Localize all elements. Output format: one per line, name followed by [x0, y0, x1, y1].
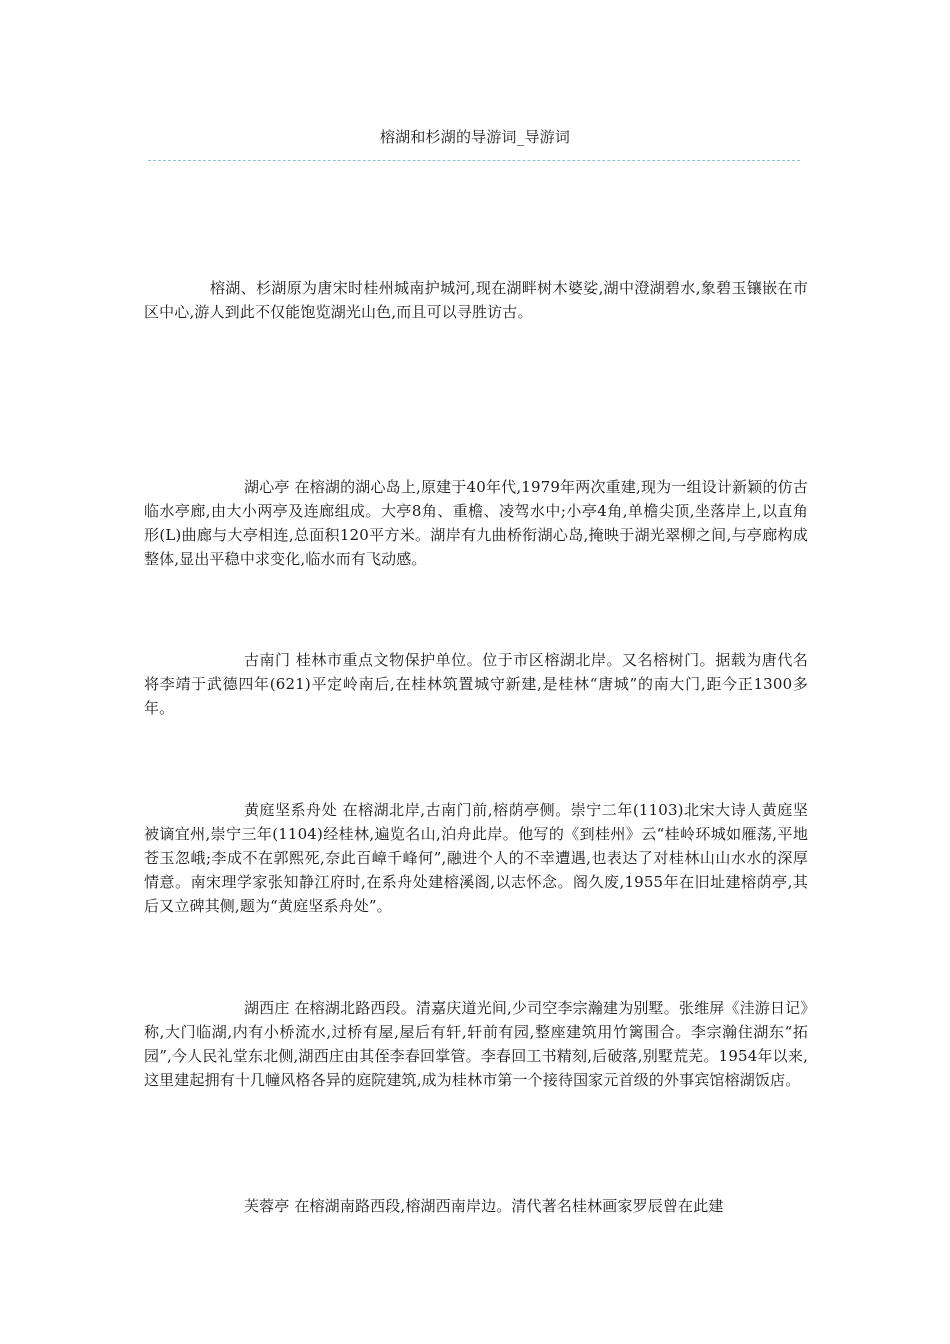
paragraph-intro: 榕湖、杉湖原为唐宋时桂州城南护城河,现在湖畔树木婆娑,湖中澄湖碧水,象碧玉镶嵌在市区中心,游人到此不仅能饱览湖光山色,而且可以寻胜访古。 [144, 279, 808, 321]
paragraph-huangtingjian: 黄庭坚系舟处 在榕湖北岸,古南门前,榕荫亭侧。崇宁二年(1103)北宋大诗人黄庭坚被谪宜州,崇宁三年(1104)经桂林,遍览名山,泊舟此岸。他写的《到桂州》云“桂岭环城如雁荡,平地苍玉忽峨;李成不在郭熙死,奈此百嶂千峰何”,融进个人的不幸遭遇,也表达了对桂林山山水水的深厚情意。南宋理学家张知静江府时,在系舟处建榕溪阁,以志怀念。阁久废,1955年在旧址建榕荫亭,其后又立碑其侧,题为“黄庭坚系舟处”。 [144, 801, 808, 915]
paragraph-furongting: 芙蓉亭 在榕湖南路西段,榕湖西南岸边。清代著名桂林画家罗辰曾在此建 [244, 1197, 724, 1215]
title-divider [148, 160, 800, 161]
paragraph-huxizhuang: 湖西庄 在榕湖北路西段。清嘉庆道光间,少司空李宗瀚建为别墅。张维屏《洼游日记》称,大门临湖,内有小桥流水,过桥有屋,屋后有轩,轩前有园,整座建筑用竹篱围合。李宗瀚住湖东“拓园”,今人民礼堂东北侧,湖西庄由其侄李春回掌管。李春回工书精刻,后破落,别墅荒芜。1954年以来,这里建起拥有十几幢风格各异的庭院建筑,成为桂林市第一个接待国家元首级的外事宾馆榕湖饭店。 [144, 999, 808, 1089]
paragraph-gunanmen: 古南门 桂林市重点文物保护单位。位于市区榕湖北岸。又名榕树门。据载为唐代名将李靖于武德四年(621)平定岭南后,在桂林筑置城守新建,是桂林“唐城”的南大门,距今正1300多年。 [144, 651, 808, 717]
paragraph-huxinting: 湖心亭 在榕湖的湖心岛上,原建于40年代,1979年两次重建,现为一组设计新颖的仿古临水亭廊,由大小两亭及连廊组成。大亭8角、重檐、凌驾水中;小亭4角,单檐尖顶,坐落岸上,以直角形(L)曲廊与大亭相连,总面积120平方米。湖岸有九曲桥衔湖心岛,掩映于湖光翠柳之间,与亭廊构成整体,显出平稳中求变化,临水而有飞动感。 [144, 478, 808, 568]
document-title: 榕湖和杉湖的导游词_导游词 [379, 128, 571, 146]
